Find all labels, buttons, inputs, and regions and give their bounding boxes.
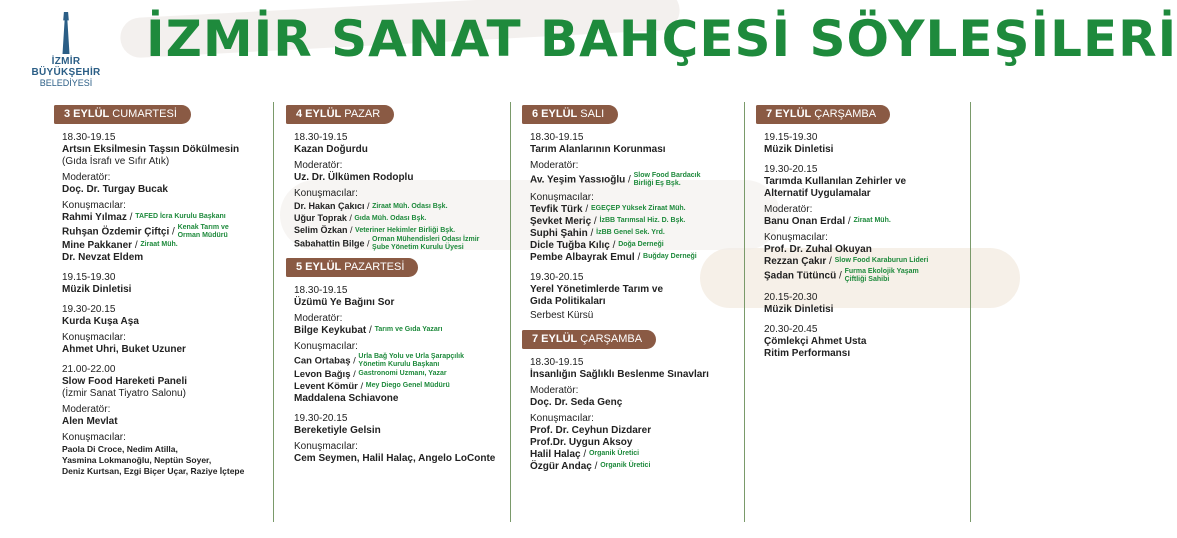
session-time: 21.00-22.00: [62, 364, 116, 375]
speaker: Mine Pakkaner / Ziraat Müh.: [62, 240, 178, 251]
speakers-label: Konuşmacılar:: [530, 413, 594, 424]
speaker: Yasmina Lokmanoğlu, Neptün Soyer,: [62, 455, 212, 465]
speakers-label: Konuşmacılar:: [530, 192, 594, 203]
speaker: Prof. Dr. Zuhal Okuyan: [764, 244, 872, 255]
session-block: [530, 357, 740, 473]
moderator-label: Moderatör:: [530, 160, 579, 171]
session-title: Üzümü Ye Bağını Sor: [294, 297, 395, 308]
speaker: Şadan Tütüncü / Furma Ekolojik Yaşam Çiftliği Sahibi: [764, 268, 919, 283]
day-header: 7 EYLÜL ÇARŞAMBA: [756, 105, 890, 124]
column-divider: [744, 102, 745, 522]
moderator-label: Moderatör:: [764, 204, 813, 215]
session-block: [294, 132, 505, 252]
speaker: Suphi Şahin / İzBB Genel Sek. Yrd.: [530, 228, 665, 239]
logo-line-2: BÜYÜKŞEHİR: [31, 67, 101, 78]
session-subtitle: (İzmir Sanat Tiyatro Salonu): [62, 388, 186, 399]
session-title: Müzik Dinletisi: [764, 144, 834, 155]
speaker: Dr. Nevzat Eldem: [62, 252, 144, 263]
session-time: 19.15-19.30: [764, 132, 818, 143]
column-divider: [970, 102, 971, 522]
speaker: Ahmet Uhri, Buket Uzuner: [62, 344, 186, 355]
speakers-label: Konuşmacılar:: [294, 341, 358, 352]
day-column-6-eylul: [526, 104, 740, 473]
moderator-name: Uz. Dr. Ülkümen Rodoplu: [294, 172, 414, 183]
session-title: Müzik Dinletisi: [764, 304, 834, 315]
session-time: 18.30-19.15: [530, 357, 584, 368]
day-header: 7 EYLÜL ÇARŞAMBA: [522, 330, 656, 349]
speaker: Sabahattin Bilge / Orman Mühendisleri Odası İzmir Şube Yönetim Kurulu Üyesi: [294, 236, 480, 251]
session-title: Kazan Doğurdu: [294, 144, 368, 155]
speakers-label: Konuşmacılar:: [294, 188, 358, 199]
session-block: [530, 132, 740, 322]
session-time: 20.15-20.30: [764, 292, 818, 303]
day-header: 6 EYLÜL SALI: [522, 105, 618, 124]
speaker: Paola Di Croce, Nedim Atilla,: [62, 444, 178, 454]
speaker: Halil Halaç / Organik Üretici: [530, 449, 640, 460]
day-header: 3 EYLÜL CUMARTESİ: [54, 105, 191, 124]
moderator-name: Doç. Dr. Turgay Bucak: [62, 184, 168, 195]
session-title-line-2: Alternatif Uygulamalar: [764, 188, 871, 199]
speaker: Maddalena Schiavone: [294, 393, 399, 404]
session-block: [764, 132, 966, 360]
session-block: [62, 132, 268, 477]
day-header: 5 EYLÜL PAZARTESİ: [286, 258, 418, 277]
moderator: Av. Yeşim Yassıoğlu / Slow Food Bardacık Birliği Eş Bşk.: [530, 172, 701, 187]
day-column-7-eylul: [760, 104, 966, 360]
speaker: Ruhşan Özdemir Çiftçi / Kenak Tarım ve Orman Müdürü: [62, 224, 229, 239]
speakers-label: Konuşmacılar:: [62, 432, 126, 443]
speaker: Rezzan Çakır / Slow Food Karaburun Lideri: [764, 256, 929, 267]
session-time: 19.15-19.30: [62, 272, 116, 283]
day-column-3-eylul: [58, 104, 268, 477]
session-title: Slow Food Hareketi Paneli: [62, 376, 188, 387]
speaker: Dr. Hakan Çakıcı / Ziraat Müh. Odası Bşk.: [294, 201, 448, 211]
moderator-label: Moderatör:: [294, 160, 343, 171]
speaker: Uğur Toprak / Gıda Müh. Odası Bşk.: [294, 213, 427, 223]
speaker: Pembe Albayrak Emul / Buğday Derneği: [530, 252, 697, 263]
session-subtitle: Serbest Kürsü: [530, 310, 594, 321]
session-title: Bereketiyle Gelsin: [294, 425, 381, 436]
speakers-label: Konuşmacılar:: [764, 232, 828, 243]
session-time: 18.30-19.15: [530, 132, 584, 143]
moderator: Banu Onan Erdal / Ziraat Müh.: [764, 216, 891, 227]
session-title-line-2: Ritim Performansı: [764, 348, 851, 359]
session-time: 19.30-20.15: [294, 413, 348, 424]
speaker: Levent Kömür / Mey Diego Genel Müdürü: [294, 381, 450, 392]
moderator-label: Moderatör:: [62, 172, 111, 183]
session-time: 18.30-19.15: [294, 132, 348, 143]
column-divider: [273, 102, 274, 522]
session-title-line-2: Gıda Politikaları: [530, 296, 606, 307]
izmir-logo: [16, 12, 116, 92]
moderator-label: Moderatör:: [62, 404, 111, 415]
speaker: Can Ortabaş / Urla Bağ Yolu ve Urla Şarapçılık Yönetim Kurulu Başkanı: [294, 353, 464, 368]
speaker: Cem Seymen, Halil Halaç, Angelo LoConte: [294, 453, 496, 464]
session-title: İnsanlığın Sağlıklı Beslenme Sınavları: [530, 369, 709, 380]
moderator-name: Doç. Dr. Seda Genç: [530, 397, 623, 408]
session-time: 18.30-19.15: [294, 285, 348, 296]
session-title: Tarım Alanlarının Korunması: [530, 144, 666, 155]
session-time: 20.30-20.45: [764, 324, 818, 335]
moderator-label: Moderatör:: [530, 385, 579, 396]
speaker: Prof. Dr. Ceyhun Dizdarer: [530, 425, 652, 436]
session-time: 19.30-20.15: [764, 164, 818, 175]
page-title: İZMİR SANAT BAHÇESİ SÖYLEŞİLERİ: [146, 10, 1177, 68]
session-time: 18.30-19.15: [62, 132, 116, 143]
speaker: Rahmi Yılmaz / TAFED İcra Kurulu Başkanı: [62, 212, 226, 223]
speaker: Dicle Tuğba Kılıç / Doğa Derneği: [530, 240, 664, 251]
speaker: Tevfik Türk / EGEÇEP Yüksek Ziraat Müh.: [530, 204, 686, 215]
session-title: Müzik Dinletisi: [62, 284, 132, 295]
session-title: Tarımda Kullanılan Zehirler ve: [764, 176, 907, 187]
speakers-label: Konuşmacılar:: [62, 200, 126, 211]
session-title: Çömlekçi Ahmet Usta: [764, 336, 867, 347]
moderator-label: Moderatör:: [294, 313, 343, 324]
day-column-4-eylul: [290, 104, 505, 465]
session-time: 19.30-20.15: [530, 272, 584, 283]
speakers-label: Konuşmacılar:: [62, 332, 126, 343]
session-title: Kurda Kuşa Aşa: [62, 316, 139, 327]
logo-line-1: İZMİR: [51, 56, 81, 67]
speakers-label: Konuşmacılar:: [294, 441, 358, 452]
speaker: Deniz Kurtsan, Ezgi Biçer Uçar, Raziye İçtepe: [62, 466, 245, 476]
speaker: Prof.Dr. Uygun Aksoy: [530, 437, 633, 448]
clock-tower-icon: [59, 12, 73, 54]
session-block: [294, 285, 505, 465]
moderator-name: Alen Mevlat: [62, 416, 118, 427]
speaker: Levon Bağış / Gastronomi Uzmanı, Yazar: [294, 369, 447, 380]
session-title: Artsın Eksilmesin Taşsın Dökülmesin: [62, 144, 240, 155]
session-subtitle: (Gıda İsrafı ve Sıfır Atık): [62, 156, 170, 167]
session-time: 19.30-20.15: [62, 304, 116, 315]
speaker: Şevket Meriç / İzBB Tarımsal Hiz. D. Bşk.: [530, 216, 686, 227]
speaker: Selim Özkan / Veteriner Hekimler Birliği Bşk.: [294, 225, 456, 235]
speaker: Özgür Andaç / Organik Üretici: [530, 461, 651, 472]
column-divider: [510, 102, 511, 522]
session-title: Yerel Yönetimlerde Tarım ve: [530, 284, 664, 295]
day-header: 4 EYLÜL PAZAR: [286, 105, 394, 124]
moderator: Bilge Keykubat / Tarım ve Gıda Yazarı: [294, 325, 443, 336]
logo-line-3: BELEDİYESİ: [39, 78, 93, 88]
